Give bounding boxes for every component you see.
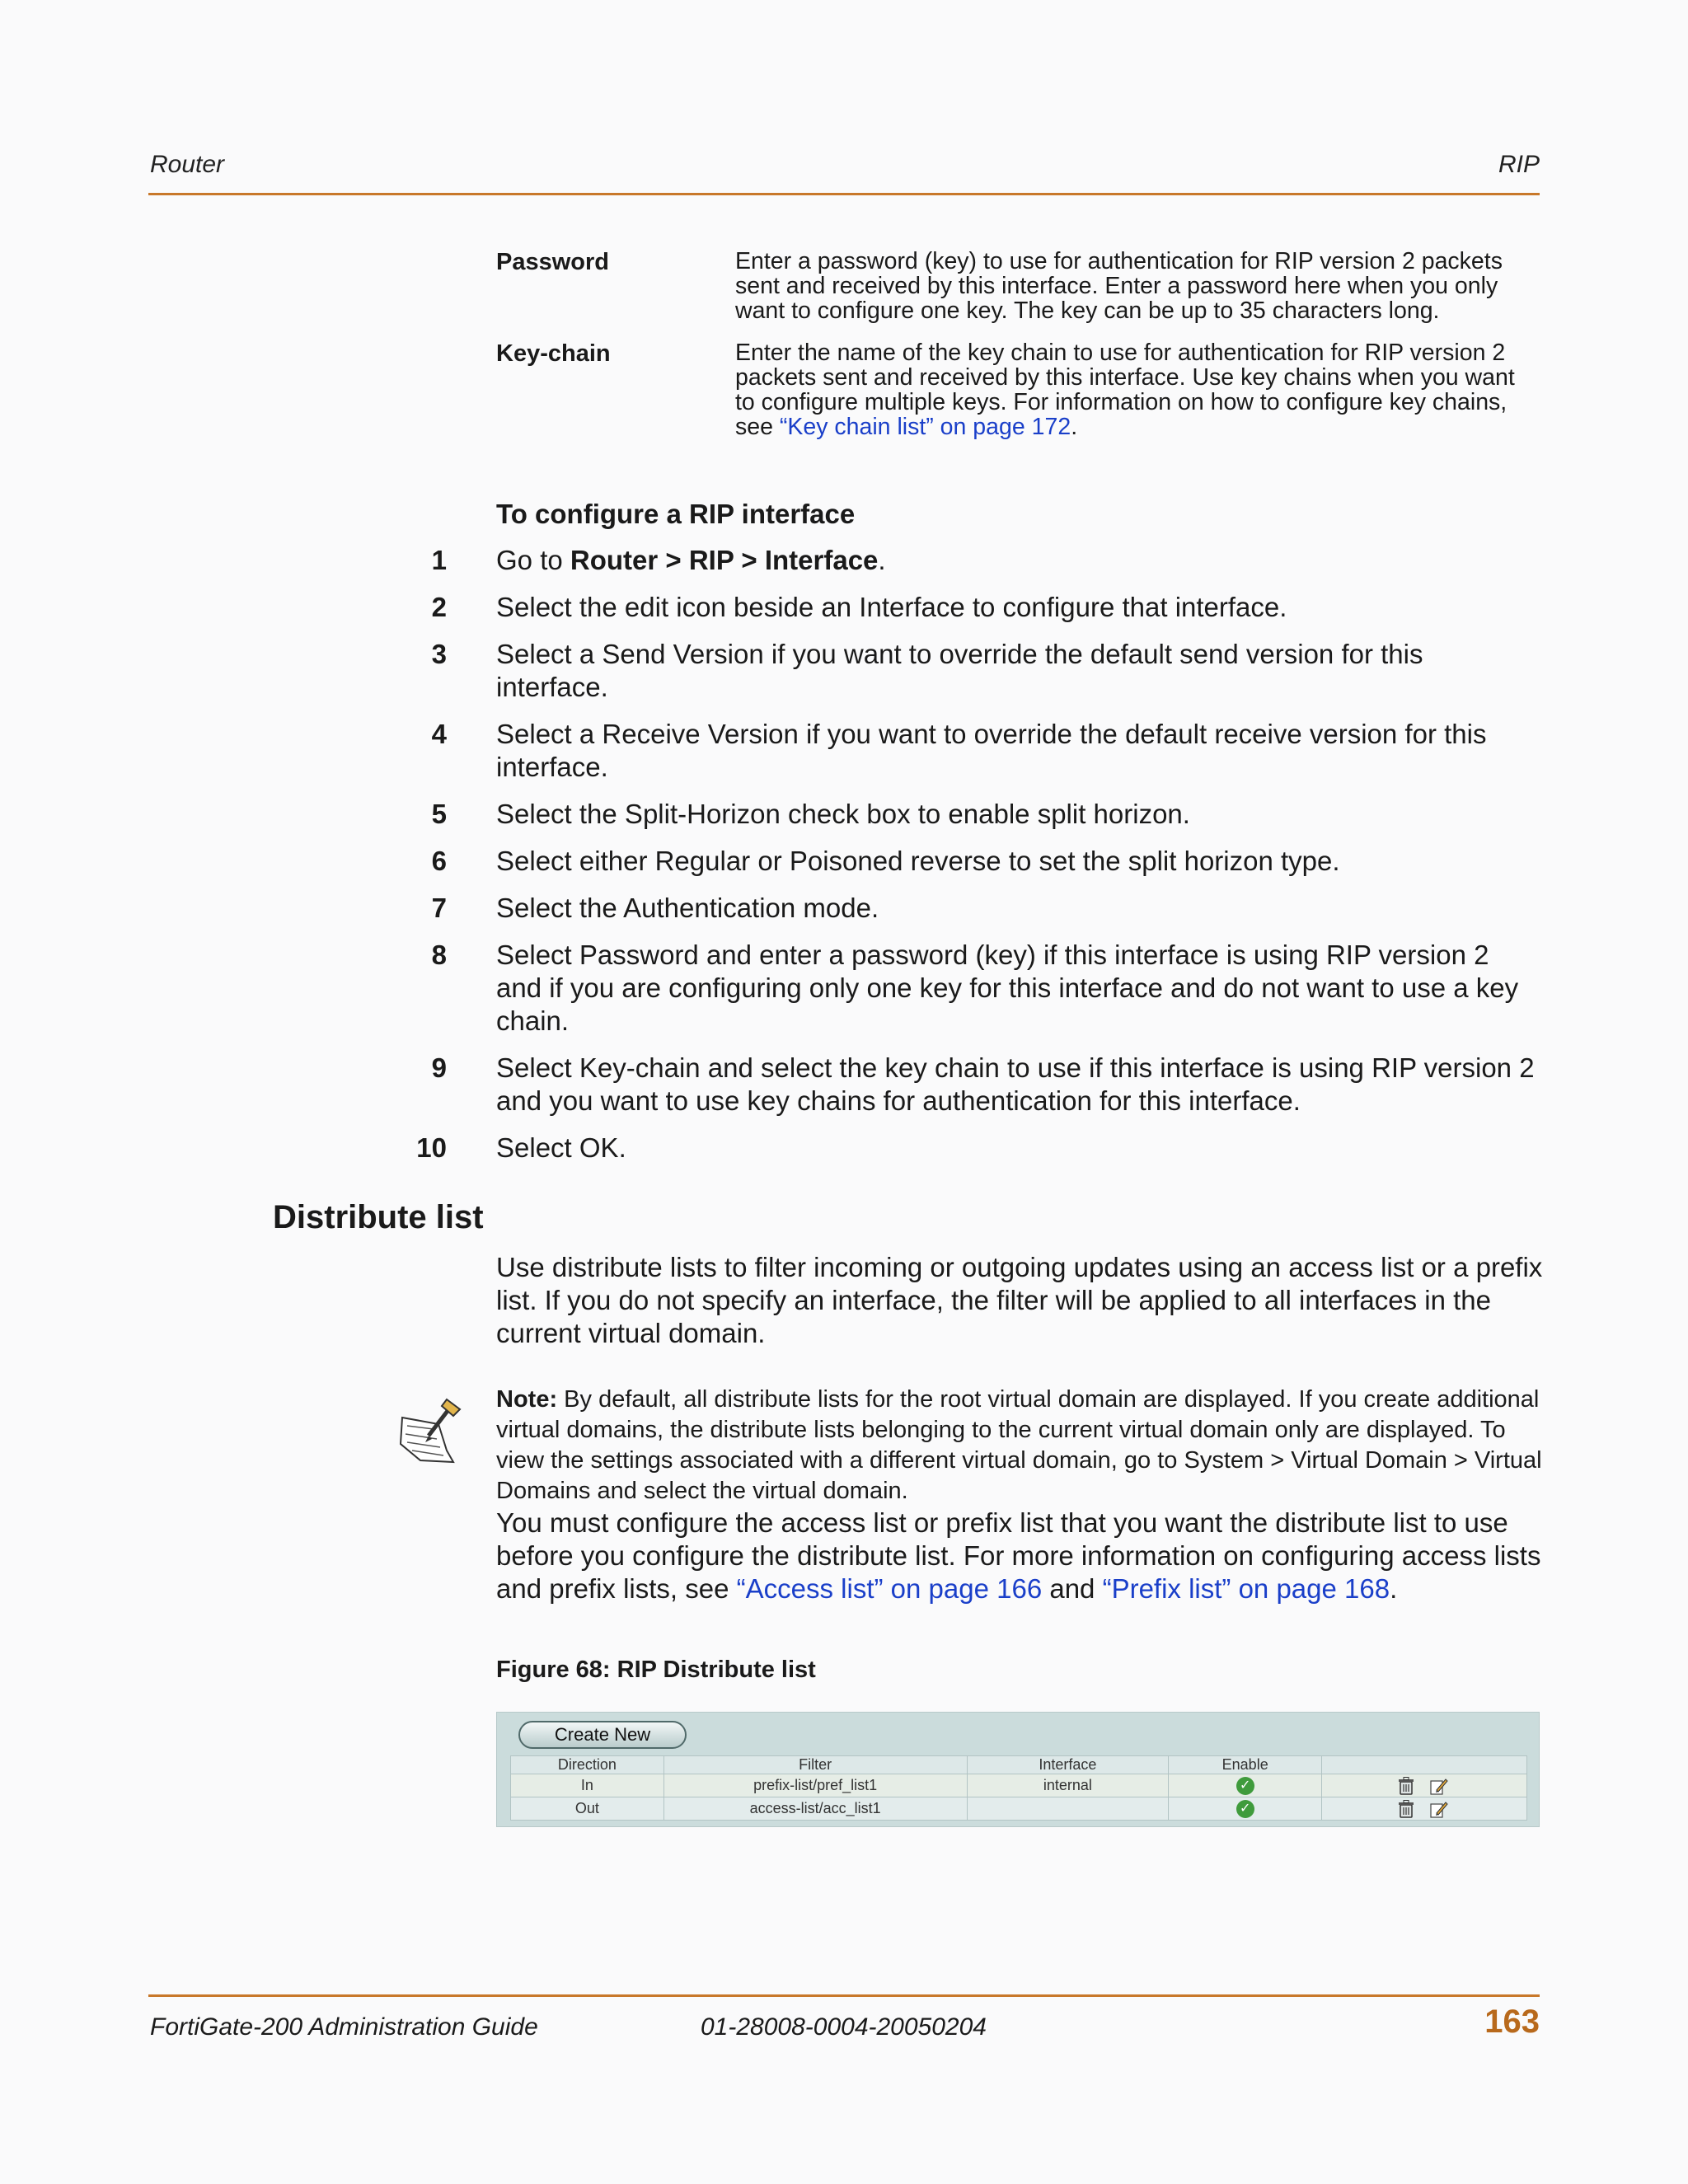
step-number: 1 xyxy=(431,545,447,575)
step-number: 7 xyxy=(431,893,447,923)
section-para2 xyxy=(496,1507,1543,1605)
cell-actions xyxy=(1322,1797,1527,1821)
col-direction: Direction xyxy=(511,1756,664,1774)
desc-text: Enter the name of the key chain to use for authentication for RIP version 2 packets sent and received by this interface. Use key chains when you want to configure multiple keys. For information on how to configure key chains, see xyxy=(735,340,1515,440)
step-text: Select the Split-Horizon check box to enable split horizon. xyxy=(496,799,1190,829)
step-number: 4 xyxy=(431,719,447,749)
edit-icon[interactable] xyxy=(1430,1800,1448,1818)
cell-direction: Out xyxy=(511,1797,664,1821)
definition-desc xyxy=(735,340,1535,439)
note-label: Note: xyxy=(496,1386,558,1413)
para-text-mid: and xyxy=(1042,1573,1103,1604)
step-text: Select a Send Version if you want to override the default send version for this interface. xyxy=(496,639,1423,702)
definition-term: Key-chain xyxy=(496,340,611,367)
step-9 xyxy=(396,1052,1541,1118)
step-number: 2 xyxy=(431,592,447,622)
step-number: 9 xyxy=(431,1052,447,1083)
header-section: RIP xyxy=(1498,151,1540,178)
table-header-row xyxy=(511,1756,1527,1774)
para-text-end: . xyxy=(1390,1573,1398,1604)
trash-icon[interactable] xyxy=(1398,1777,1414,1795)
cell-filter: access-list/acc_list1 xyxy=(663,1797,967,1821)
definition-key-chain xyxy=(496,340,1535,439)
step-number: 3 xyxy=(431,639,447,669)
step-text-end: . xyxy=(878,545,886,575)
menu-path: Router > RIP > Interface xyxy=(570,545,879,575)
figure-caption: Figure 68: RIP Distribute list xyxy=(496,1657,816,1683)
note-icon xyxy=(396,1393,465,1467)
step-number: 10 xyxy=(416,1132,447,1163)
distribute-list-table xyxy=(510,1755,1527,1821)
col-actions xyxy=(1322,1756,1527,1774)
col-filter: Filter xyxy=(663,1756,967,1774)
footer-doc-id: 01-28008-0004-20050204 xyxy=(701,2013,987,2041)
header-chapter: Router xyxy=(150,151,225,178)
cell-actions xyxy=(1322,1774,1527,1797)
section-heading: Distribute list xyxy=(273,1199,484,1235)
desc-text-end: . xyxy=(1071,414,1078,440)
col-interface: Interface xyxy=(967,1756,1169,1774)
col-enable: Enable xyxy=(1169,1756,1322,1774)
step-text: Select either Regular or Poisoned reverse to set the split horizon type. xyxy=(496,846,1340,876)
edit-icon[interactable] xyxy=(1430,1777,1448,1795)
note-body: By default, all distribute lists for the root virtual domain are displayed. If you create additional virtual domains, the distribute lists belonging to the current virtual domain only are displayed. To view the settings associated with a different virtual domain, go to System > Virtual Domain > Virtual Domains and select the virtual domain. xyxy=(496,1386,1542,1504)
step-number: 6 xyxy=(431,846,447,876)
access-list-link[interactable]: “Access list” on page 166 xyxy=(736,1573,1043,1604)
field-definitions xyxy=(496,249,1535,457)
distribute-list-panel xyxy=(496,1712,1540,1827)
step-text: Select Key-chain and select the key chain to use if this interface is using RIP version 2 and you want to use key chains for authentication for this interface. xyxy=(496,1052,1535,1116)
step-text: Go to xyxy=(496,545,570,575)
trash-icon[interactable] xyxy=(1398,1800,1414,1818)
step-text: Select Password and enter a password (key) if this interface is using RIP version 2 and if you are configuring only one key for this interface and do not want to use a key chain. xyxy=(496,940,1519,1036)
cell-enable xyxy=(1169,1774,1322,1797)
step-4 xyxy=(396,718,1541,784)
step-10 xyxy=(396,1132,1541,1165)
table-row xyxy=(511,1797,1527,1821)
step-text: Select a Receive Version if you want to override the default receive version for this interface. xyxy=(496,719,1487,782)
step-2 xyxy=(396,591,1541,624)
create-new-button[interactable]: Create New xyxy=(518,1721,687,1749)
step-6 xyxy=(396,845,1541,878)
cell-enable xyxy=(1169,1797,1322,1821)
footer-guide-title: FortiGate-200 Administration Guide xyxy=(150,2013,538,2041)
definition-desc: Enter a password (key) to use for authentication for RIP version 2 packets sent and received by this interface. Enter a password here when you only want to configure one key. The key can be up to 35 characters long. xyxy=(735,248,1503,324)
definition-password xyxy=(496,249,1535,323)
step-1 xyxy=(396,544,1541,577)
page-number: 163 xyxy=(1484,2004,1540,2040)
step-3 xyxy=(396,638,1541,704)
cell-interface xyxy=(967,1797,1169,1821)
check-icon: ✓ xyxy=(1236,1800,1254,1818)
step-7 xyxy=(396,892,1541,925)
cell-direction: In xyxy=(511,1774,664,1797)
step-text: Select the Authentication mode. xyxy=(496,893,879,923)
step-number: 5 xyxy=(431,799,447,829)
step-8 xyxy=(396,939,1541,1038)
prefix-list-link[interactable]: “Prefix list” on page 168 xyxy=(1102,1573,1390,1604)
page-header xyxy=(148,151,1540,195)
page-footer xyxy=(148,1994,1540,2044)
step-text: Select the edit icon beside an Interface to configure that interface. xyxy=(496,592,1287,622)
step-5 xyxy=(396,798,1541,831)
cell-interface: internal xyxy=(967,1774,1169,1797)
section-intro: Use distribute lists to filter incoming or outgoing updates using an access list or a prefix list. If you do not specify an interface, the filter will be applied to all interfaces in the current virtual domain. xyxy=(496,1252,1543,1348)
step-text: Select OK. xyxy=(496,1132,626,1163)
table-row xyxy=(511,1774,1527,1797)
step-number: 8 xyxy=(431,940,447,970)
check-icon: ✓ xyxy=(1236,1777,1254,1795)
note-text xyxy=(496,1385,1543,1507)
para-text: You must configure the access list or prefix list that you want the distribute list to use before you configure the distribute list. For more information on configuring access lists and prefix lists, see xyxy=(496,1507,1541,1604)
cell-filter: prefix-list/pref_list1 xyxy=(663,1774,967,1797)
definition-term: Password xyxy=(496,249,609,275)
key-chain-link[interactable]: “Key chain list” on page 172 xyxy=(779,414,1071,440)
procedure-title: To configure a RIP interface xyxy=(496,499,856,529)
procedure-steps xyxy=(396,544,1541,1179)
